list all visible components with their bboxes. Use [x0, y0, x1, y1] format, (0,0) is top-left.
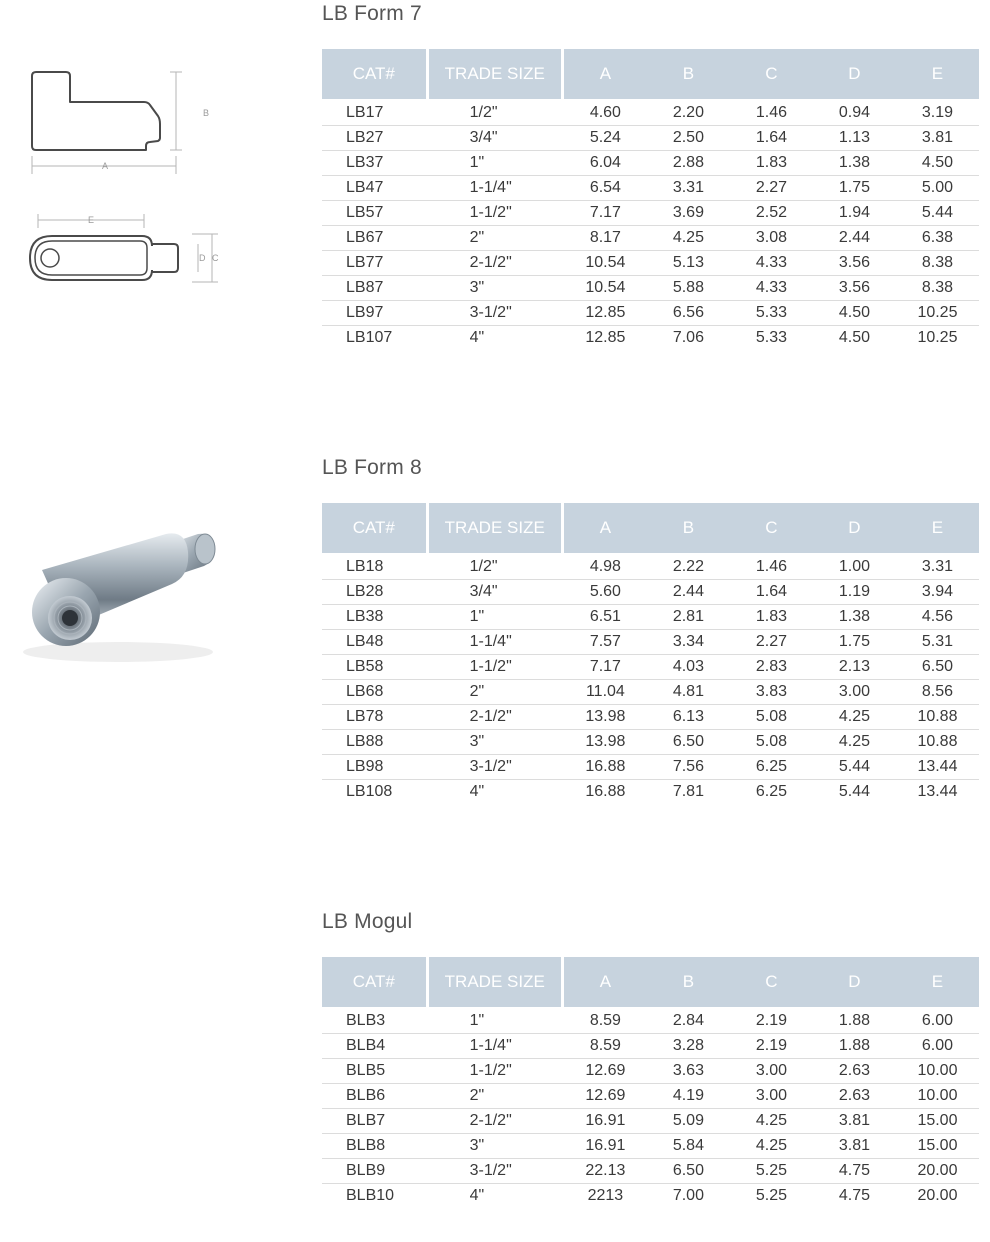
dimension-cell: 4.50	[896, 151, 979, 176]
dimension-cell: 5.24	[564, 126, 647, 151]
trade-size-cell: 3"	[429, 276, 564, 301]
dimension-cell: 13.98	[564, 705, 647, 730]
cat-cell: LB87	[322, 276, 429, 301]
dimension-cell: 2.83	[730, 655, 813, 680]
table-row	[322, 1007, 979, 1034]
trade-size-cell: 4"	[469, 329, 485, 346]
dimension-cell: 3.69	[647, 201, 730, 226]
trade-size-cell: 1/2"	[429, 553, 564, 580]
dimension-cell: 1.19	[813, 580, 896, 605]
dimension-cell: 8.59	[564, 1007, 647, 1034]
dimension-cell: 13.44	[917, 783, 958, 800]
column-header: E	[896, 957, 979, 1007]
trade-size-cell: 4"	[469, 783, 485, 800]
dimension-cell: 2.19	[730, 1034, 813, 1059]
dimension-cell: 13.98	[564, 730, 647, 755]
column-header: A	[564, 503, 647, 553]
dimension-cell: 10.00	[896, 1059, 979, 1084]
dimension-cell: 2.88	[647, 151, 730, 176]
table-row	[322, 1159, 979, 1184]
table-header-row	[322, 49, 979, 99]
cat-cell: BLB8	[322, 1134, 429, 1159]
dimension-cell: 5.84	[647, 1134, 730, 1159]
dimension-cell: 3.08	[730, 226, 813, 251]
dimension-cell: 3.28	[647, 1034, 730, 1059]
dimension-cell: 2.81	[647, 605, 730, 630]
column-header: C	[730, 49, 813, 99]
dimension-cell: 1.64	[730, 580, 813, 605]
dimension-cell: 5.44	[896, 201, 979, 226]
column-header: CAT#	[322, 957, 429, 1007]
dimension-cell: 3.34	[647, 630, 730, 655]
trade-size-cell: 3"	[429, 1134, 564, 1159]
dimension-cell: 3.81	[896, 126, 979, 151]
cat-cell: LB77	[322, 251, 429, 276]
dimension-cell: 8.56	[896, 680, 979, 705]
cat-cell: LB18	[322, 553, 429, 580]
table-row	[322, 151, 979, 176]
dimension-cell: 2.50	[647, 126, 730, 151]
dimension-cell: 2.63	[813, 1059, 896, 1084]
column-header: B	[647, 957, 730, 1007]
dimension-cell: 1.75	[813, 630, 896, 655]
dimension-cell: 4.60	[564, 99, 647, 126]
table-row	[322, 226, 979, 251]
dimension-cell: 5.44	[838, 783, 870, 800]
top-view-drawing	[22, 206, 232, 286]
dimension-cell: 4.25	[730, 1109, 813, 1134]
dimension-cell: 6.00	[896, 1034, 979, 1059]
dimension-cell: 1.94	[813, 201, 896, 226]
dimension-cell: 6.38	[896, 226, 979, 251]
trade-size-cell: 3-1/2"	[429, 301, 564, 326]
dimension-cell: 5.31	[896, 630, 979, 655]
top-view-hole	[41, 249, 59, 267]
dimension-cell: 4.81	[647, 680, 730, 705]
dimension-cell: 6.25	[755, 783, 787, 800]
dimension-cell: 5.88	[647, 276, 730, 301]
table-row	[322, 201, 979, 226]
top-view-outline	[30, 236, 178, 280]
table-row	[322, 251, 979, 276]
column-header: E	[896, 49, 979, 99]
cat-cell: BLB6	[322, 1084, 429, 1109]
column-header: TRADE SIZE	[429, 503, 564, 553]
dimension-cell: 4.25	[647, 226, 730, 251]
dimension-cell: 4.25	[813, 705, 896, 730]
table-row	[322, 1034, 979, 1059]
dimension-cell: 5.44	[813, 755, 896, 780]
dimension-cell: 6.25	[730, 755, 813, 780]
dimension-cell: 6.00	[896, 1007, 979, 1034]
dimension-cell: 2.22	[647, 553, 730, 580]
trade-size-cell: 2-1/2"	[429, 705, 564, 730]
dimension-cell: 13.44	[896, 755, 979, 780]
table-row	[322, 705, 979, 730]
dimension-cell: 10.54	[564, 276, 647, 301]
dimension-cell: 7.57	[564, 630, 647, 655]
table-row	[322, 1059, 979, 1084]
dimension-cell: 1.38	[813, 151, 896, 176]
trade-size-cell: 3/4"	[429, 580, 564, 605]
dimension-cell: 12.85	[564, 301, 647, 326]
dimension-cell: 5.08	[730, 730, 813, 755]
dimension-e-label: E	[88, 215, 95, 225]
trade-size-cell: 3"	[429, 730, 564, 755]
dimension-cell: 1.38	[813, 605, 896, 630]
dimension-cell: 6.13	[647, 705, 730, 730]
cat-cell: LB47	[322, 176, 429, 201]
dimension-d-label: D	[199, 253, 206, 263]
dimension-cell: 2.27	[730, 176, 813, 201]
table-header-row	[322, 957, 979, 1007]
cat-cell: LB48	[322, 630, 429, 655]
cat-cell: LB88	[322, 730, 429, 755]
dimension-cell: 16.91	[564, 1109, 647, 1134]
trade-size-cell: 1-1/4"	[429, 176, 564, 201]
dimension-cell: 15.00	[896, 1134, 979, 1159]
section-title: LB Mogul	[322, 910, 413, 933]
dimension-cell: 16.88	[585, 783, 626, 800]
dimension-cell: 1.46	[730, 99, 813, 126]
table-row	[322, 301, 979, 326]
dimension-cell: 0.94	[813, 99, 896, 126]
dimension-cell: 2.52	[730, 201, 813, 226]
trade-size-cell: 4"	[469, 1187, 485, 1204]
dimension-cell: 7.06	[672, 329, 704, 346]
dimension-cell: 7.81	[672, 783, 704, 800]
trade-size-cell: 1"	[429, 605, 564, 630]
dimension-cell: 5.13	[647, 251, 730, 276]
dimension-cell: 5.25	[730, 1159, 813, 1184]
dimension-cell: 3.31	[896, 553, 979, 580]
cat-cell: LB17	[322, 99, 429, 126]
dimension-cell: 4.50	[838, 329, 870, 346]
cat-cell: LB78	[322, 705, 429, 730]
dimension-cell: 1.13	[813, 126, 896, 151]
column-header: D	[813, 503, 896, 553]
dimension-cell: 4.98	[564, 553, 647, 580]
cat-cell: LB27	[322, 126, 429, 151]
trade-size-cell: 3-1/2"	[429, 755, 564, 780]
cat-cell: LB37	[322, 151, 429, 176]
dimension-cell: 6.54	[564, 176, 647, 201]
dimension-cell: 10.88	[896, 705, 979, 730]
dimension-cell: 2.13	[813, 655, 896, 680]
spec-table	[322, 503, 979, 804]
trade-size-cell: 1-1/4"	[429, 1034, 564, 1059]
dimension-cell: 1.88	[813, 1034, 896, 1059]
column-header: D	[813, 49, 896, 99]
dimension-cell: 1.64	[730, 126, 813, 151]
dimension-b-label: B	[203, 108, 210, 118]
dimension-cell: 10.25	[896, 301, 979, 326]
dimension-cell: 7.17	[564, 655, 647, 680]
table-header-row	[322, 503, 979, 553]
dimension-cell: 7.00	[672, 1187, 704, 1204]
table-row	[322, 580, 979, 605]
dimension-cell: 5.25	[755, 1187, 787, 1204]
column-header: C	[730, 503, 813, 553]
dimension-cell: 10.00	[896, 1084, 979, 1109]
cat-cell: LB97	[322, 301, 429, 326]
column-header: TRADE SIZE	[429, 957, 564, 1007]
dimension-a-label: A	[102, 161, 109, 171]
dimension-cell: 20.00	[896, 1159, 979, 1184]
dimension-cell: 4.03	[647, 655, 730, 680]
table-row	[322, 126, 979, 151]
dimension-cell: 8.38	[896, 251, 979, 276]
dimension-cell: 8.38	[896, 276, 979, 301]
trade-size-cell: 2"	[429, 680, 564, 705]
column-header: E	[896, 503, 979, 553]
dimension-cell: 5.09	[647, 1109, 730, 1134]
spec-table	[322, 49, 979, 350]
side-view-outline	[32, 72, 160, 150]
dimension-cell: 1.88	[813, 1007, 896, 1034]
column-header: B	[647, 49, 730, 99]
dimension-cell: 2.84	[647, 1007, 730, 1034]
cat-cell: LB108	[346, 783, 393, 800]
table-row	[322, 605, 979, 630]
table-row	[322, 1084, 979, 1109]
dimension-cell: 4.50	[813, 301, 896, 326]
dimension-cell: 2.44	[647, 580, 730, 605]
dimension-cell: 1.00	[813, 553, 896, 580]
table-row	[322, 176, 979, 201]
dimension-cell: 2.63	[813, 1084, 896, 1109]
column-header: TRADE SIZE	[429, 49, 564, 99]
dimension-cell: 15.00	[896, 1109, 979, 1134]
cat-cell: LB58	[322, 655, 429, 680]
dimension-cell: 1.83	[730, 605, 813, 630]
dimension-cell: 2213	[587, 1187, 624, 1204]
cat-cell: BLB5	[322, 1059, 429, 1084]
dimension-cell: 4.56	[896, 605, 979, 630]
dimension-cell: 2.27	[730, 630, 813, 655]
dimension-cell: 12.69	[564, 1084, 647, 1109]
dimension-cell: 6.51	[564, 605, 647, 630]
dimension-cell: 2.19	[730, 1007, 813, 1034]
table-row	[322, 1134, 979, 1159]
column-header: A	[564, 49, 647, 99]
trade-size-cell: 1"	[429, 1007, 564, 1034]
table-row	[322, 99, 979, 126]
trade-size-cell: 3/4"	[429, 126, 564, 151]
dimension-cell: 3.19	[896, 99, 979, 126]
table-row	[322, 630, 979, 655]
table-row	[322, 1109, 979, 1134]
dimension-cell: 3.81	[813, 1109, 896, 1134]
cat-cell: LB98	[322, 755, 429, 780]
side-view-drawing	[22, 62, 222, 182]
dimension-cell: 10.25	[917, 329, 958, 346]
section-title: LB Form 8	[322, 456, 422, 479]
cat-cell: LB107	[346, 329, 393, 346]
section-title: LB Form 7	[322, 2, 422, 25]
table-row	[322, 755, 979, 780]
trade-size-cell: 1-1/2"	[429, 201, 564, 226]
trade-size-cell: 2"	[429, 1084, 564, 1109]
trade-size-cell: 2-1/2"	[429, 1109, 564, 1134]
dimension-cell: 1.75	[813, 176, 896, 201]
cat-cell: LB38	[322, 605, 429, 630]
dimension-cell: 6.50	[647, 1159, 730, 1184]
dimension-cell: 12.85	[585, 329, 626, 346]
dimension-cell: 10.88	[896, 730, 979, 755]
column-header: CAT#	[322, 503, 429, 553]
table-row	[322, 780, 979, 804]
dimension-cell: 5.60	[564, 580, 647, 605]
trade-size-cell: 3-1/2"	[429, 1159, 564, 1184]
dimension-cell: 12.69	[564, 1059, 647, 1084]
dimension-cell: 16.88	[564, 755, 647, 780]
dimension-cell: 7.56	[647, 755, 730, 780]
dimension-cell: 1.46	[730, 553, 813, 580]
dimension-cell: 5.33	[755, 329, 787, 346]
dimension-cell: 3.63	[647, 1059, 730, 1084]
dimension-cell: 3.00	[730, 1059, 813, 1084]
dimension-cell: 8.17	[564, 226, 647, 251]
dimension-cell: 6.04	[564, 151, 647, 176]
table-row	[322, 1184, 979, 1208]
dimension-cell: 20.00	[917, 1187, 958, 1204]
dimension-cell: 2.44	[813, 226, 896, 251]
column-header: D	[813, 957, 896, 1007]
dimension-cell: 3.83	[730, 680, 813, 705]
trade-size-cell: 1"	[429, 151, 564, 176]
cat-cell: BLB9	[322, 1159, 429, 1184]
column-header: B	[647, 503, 730, 553]
dimension-cell: 6.56	[647, 301, 730, 326]
trade-size-cell: 1-1/2"	[429, 1059, 564, 1084]
dimension-cell: 5.08	[730, 705, 813, 730]
dimension-cell: 6.50	[896, 655, 979, 680]
cat-cell: BLB4	[322, 1034, 429, 1059]
trade-size-cell: 2"	[429, 226, 564, 251]
cat-cell: LB57	[322, 201, 429, 226]
trade-size-cell: 1-1/4"	[429, 630, 564, 655]
dimension-cell: 22.13	[564, 1159, 647, 1184]
cat-cell: LB67	[322, 226, 429, 251]
cat-cell: BLB10	[346, 1187, 395, 1204]
spec-table	[322, 957, 979, 1208]
table-row	[322, 680, 979, 705]
dimension-cell: 7.17	[564, 201, 647, 226]
dimension-cell: 8.59	[564, 1034, 647, 1059]
dimension-cell: 3.94	[896, 580, 979, 605]
cat-cell: LB68	[322, 680, 429, 705]
table-row	[322, 655, 979, 680]
cat-cell: LB28	[322, 580, 429, 605]
trade-size-cell: 1/2"	[429, 99, 564, 126]
dimension-cell: 4.75	[813, 1159, 896, 1184]
column-header: CAT#	[322, 49, 429, 99]
photo-shadow	[23, 642, 213, 662]
product-photo	[8, 520, 223, 670]
table-row	[322, 730, 979, 755]
column-header: A	[564, 957, 647, 1007]
dimension-cell: 6.50	[647, 730, 730, 755]
dimension-cell: 11.04	[564, 680, 647, 705]
trade-size-cell: 2-1/2"	[429, 251, 564, 276]
dimension-cell: 5.33	[730, 301, 813, 326]
dimension-cell: 3.00	[730, 1084, 813, 1109]
dimension-c-label: C	[212, 253, 219, 263]
dimension-cell: 4.33	[730, 251, 813, 276]
dimension-cell: 4.25	[813, 730, 896, 755]
table-row	[322, 276, 979, 301]
trade-size-cell: 1-1/2"	[429, 655, 564, 680]
dimension-cell: 4.25	[730, 1134, 813, 1159]
dimension-cell: 16.91	[564, 1134, 647, 1159]
dimension-cell: 3.56	[813, 276, 896, 301]
dimension-cell: 2.20	[647, 99, 730, 126]
dimension-cell: 3.81	[813, 1134, 896, 1159]
dimension-cell: 4.75	[838, 1187, 870, 1204]
column-header: C	[730, 957, 813, 1007]
dimension-cell: 3.31	[647, 176, 730, 201]
dimension-cell: 1.83	[730, 151, 813, 176]
dimension-cell: 5.00	[896, 176, 979, 201]
dimension-cell: 3.56	[813, 251, 896, 276]
dimension-cell: 10.54	[564, 251, 647, 276]
table-row	[322, 326, 979, 350]
cat-cell: BLB3	[322, 1007, 429, 1034]
dimension-cell: 4.19	[647, 1084, 730, 1109]
dimension-cell: 3.00	[813, 680, 896, 705]
table-row	[322, 553, 979, 580]
cat-cell: BLB7	[322, 1109, 429, 1134]
dimension-cell: 4.33	[730, 276, 813, 301]
